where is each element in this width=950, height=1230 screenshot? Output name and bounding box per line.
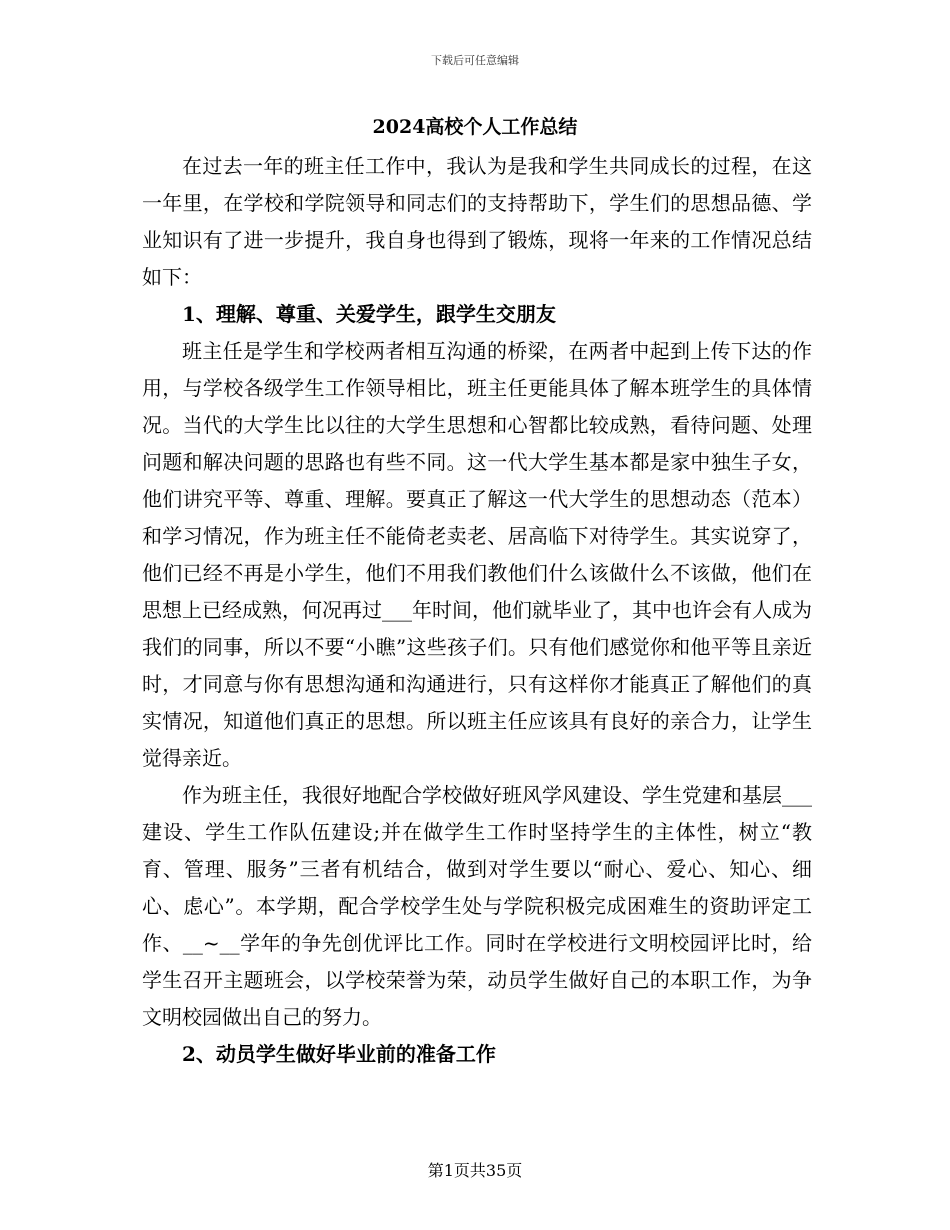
document-title: 2024高校个人工作总结 (372, 116, 578, 138)
section-heading-2: 2、动员学生做好毕业前的准备工作 (182, 1042, 496, 1066)
document-body (142, 148, 812, 1073)
paragraph-section-1-b: 作为班主任，我很好地配合学校做好班风学风建设、学生党建和基层___建设、学生工作队伍建设;并在做学生工作时坚持学生的主体性，树立“教育、管理、服务”三者有机结合，做到对学生要以“耐心、爱心、知心、细心、虑心”。本学期，配合学校学生处与学院积极完成困难生的资助评定工作、__~__学年的争先创优评比工作。同时在学校进行文明校园评比时，给学生召开主题班会，以学校荣誉为荣，动员学生做好自己的本职工作，为争文明校园做出自己的努力。 (142, 783, 812, 1029)
page-number: 第1页共35页 (427, 1161, 523, 1180)
paragraph-intro: 在过去一年的班主任工作中，我认为是我和学生共同成长的过程，在这一年里，在学校和学院领导和同志们的支持帮助下，学生们的思想品德、学业知识有了进一步提升，我自身也得到了锻炼，现将一年来的工作情况总结如下： (142, 154, 812, 289)
section-heading-1: 1、理解、尊重、关爱学生，跟学生交朋友 (182, 302, 556, 326)
page-header-note: 下载后可任意编辑 (431, 54, 519, 67)
paragraph-section-1-a: 班主任是学生和学校两者相互沟通的桥梁，在两者中起到上传下达的作用，与学校各级学生工作领导相比，班主任更能具体了解本班学生的具体情况。当代的大学生比以往的大学生思想和心智都比较成熟，看待问题、处理问题和解决问题的思路也有些不同。这一代大学生基本都是家中独生子女，他们讲究平等、尊重、理解。要真正了解这一代大学生的思想动态（范本）和学习情况，作为班主任不能倚老卖老、居高临下对待学生。其实说穿了，他们已经不再是小学生，他们不用我们教他们什么该做什么不该做，他们在思想上已经成熟，何况再过___年时间，他们就毕业了，其中也许会有人成为我们的同事，所以不要“小瞧”这些孩子们。只有他们感觉你和他平等且亲近时，才同意与你有思想沟通和沟通进行，只有这样你才能真正了解他们的真实情况，知道他们真正的思想。所以班主任应该具有良好的亲合力，让学生觉得亲近。 (142, 339, 812, 770)
